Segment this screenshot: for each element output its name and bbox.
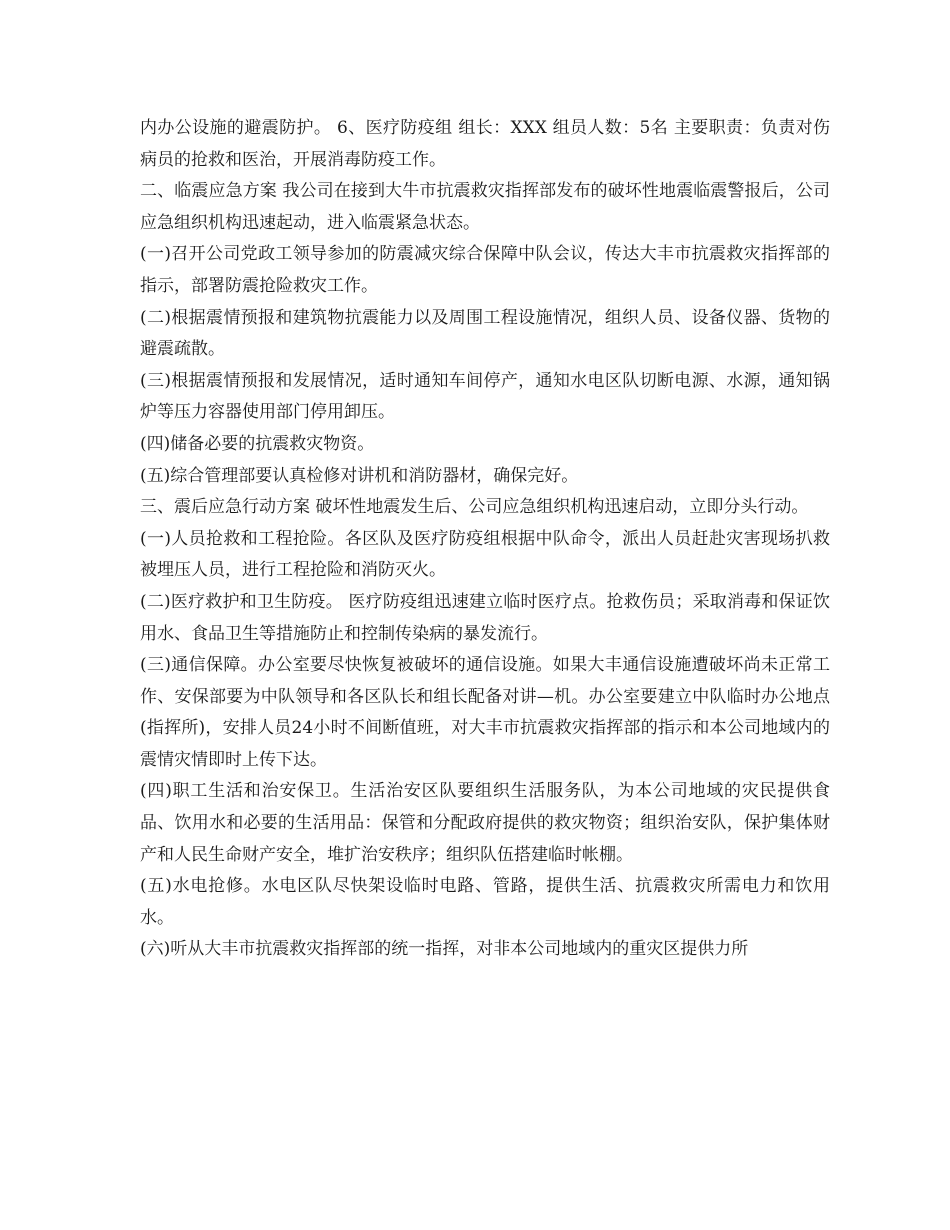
paragraph-3-item-1: (一)人员抢救和工程抢险。各区队及医疗防疫组根据中队命令，派出人员赶赴灾害现场扒救被埋压人员，进行工程抢险和消防灭火。	[140, 528, 830, 581]
paragraph-2-item-5: (五)综合管理部要认真检修对讲机和消防器材，确保完好。	[140, 465, 579, 486]
paragraph-2-item-2: (二)根据震情预报和建筑物抗震能力以及周围工程设施情况，组织人员、设备仪器、货物的避震疏散。	[140, 307, 830, 360]
paragraph-section-2-heading: 二、临震应急方案 我公司在接到大牛市抗震救灾指挥部发布的破坏性地震临震警报后，公司应急组织机构迅速起动，进入临震紧急状态。	[140, 181, 830, 233]
paragraph-2-item-3: (三)根据震情预报和发展情况，适时通知车间停产，通知水电区队切断电源、水源，通知锅炉等压力容器使用部门停用卸压。	[140, 370, 830, 423]
paragraph-medical-team-duties: 内办公设施的避震防护。 6、医疗防疫组 组长：XXX 组员人数：5名 主要职责：负责对伤病员的抢救和医治，开展消毒防疫工作。	[140, 118, 830, 170]
paragraph-3-item-2: (二)医疗救护和卫生防疫。 医疗防疫组迅速建立临时医疗点。抢救伤员；采取消毒和保证饮用水、食品卫生等措施防止和控制传染病的暴发流行。	[140, 591, 830, 644]
paragraph-3-item-3: (三)通信保障。办公室要尽快恢复被破坏的通信设施。如果大丰通信设施遭破坏尚未正常工作、安保部要为中队领导和各区队长和组长配备对讲—机。办公室要建立中队临时办公地点(指挥所)，安排人员24小时不间断值班，对大丰市抗震救灾指挥部的指示和本公司地域内的震情灾情即时上传下达。	[140, 655, 830, 770]
paragraph-3-item-5: (五)水电抢修。水电区队尽快架设临时电路、管路，提供生活、抗震救灾所需电力和饮用水。	[140, 876, 830, 928]
paragraph-section-3-heading: 三、震后应急行动方案 破坏性地震发生后、公司应急组织机构迅速启动，立即分头行动。	[140, 497, 809, 518]
paragraph-3-item-4: (四)职工生活和治安保卫。生活治安区队要组织生活服务队，为本公司地域的灾民提供食品、饮用水和必要的生活用品：保管和分配政府提供的救灾物资；组织治安队，保护集体财产和人民生命财产安全，堆扩治安秩序；组织队伍搭建临时帐棚。	[140, 781, 830, 865]
paragraph-2-item-4: (四)储备必要的抗震救灾物资。	[140, 433, 375, 454]
paragraph-2-item-1: (一)召开公司党政工领导参加的防震减灾综合保障中队会议，传达大丰市抗震救灾指挥部的指示，部署防震抢险救灾工作。	[140, 244, 830, 296]
document-body	[140, 113, 830, 966]
paragraph-3-item-6: (六)听从大丰市抗震救灾指挥部的统一指挥，对非本公司地域内的重灾区提供力所	[140, 939, 749, 960]
